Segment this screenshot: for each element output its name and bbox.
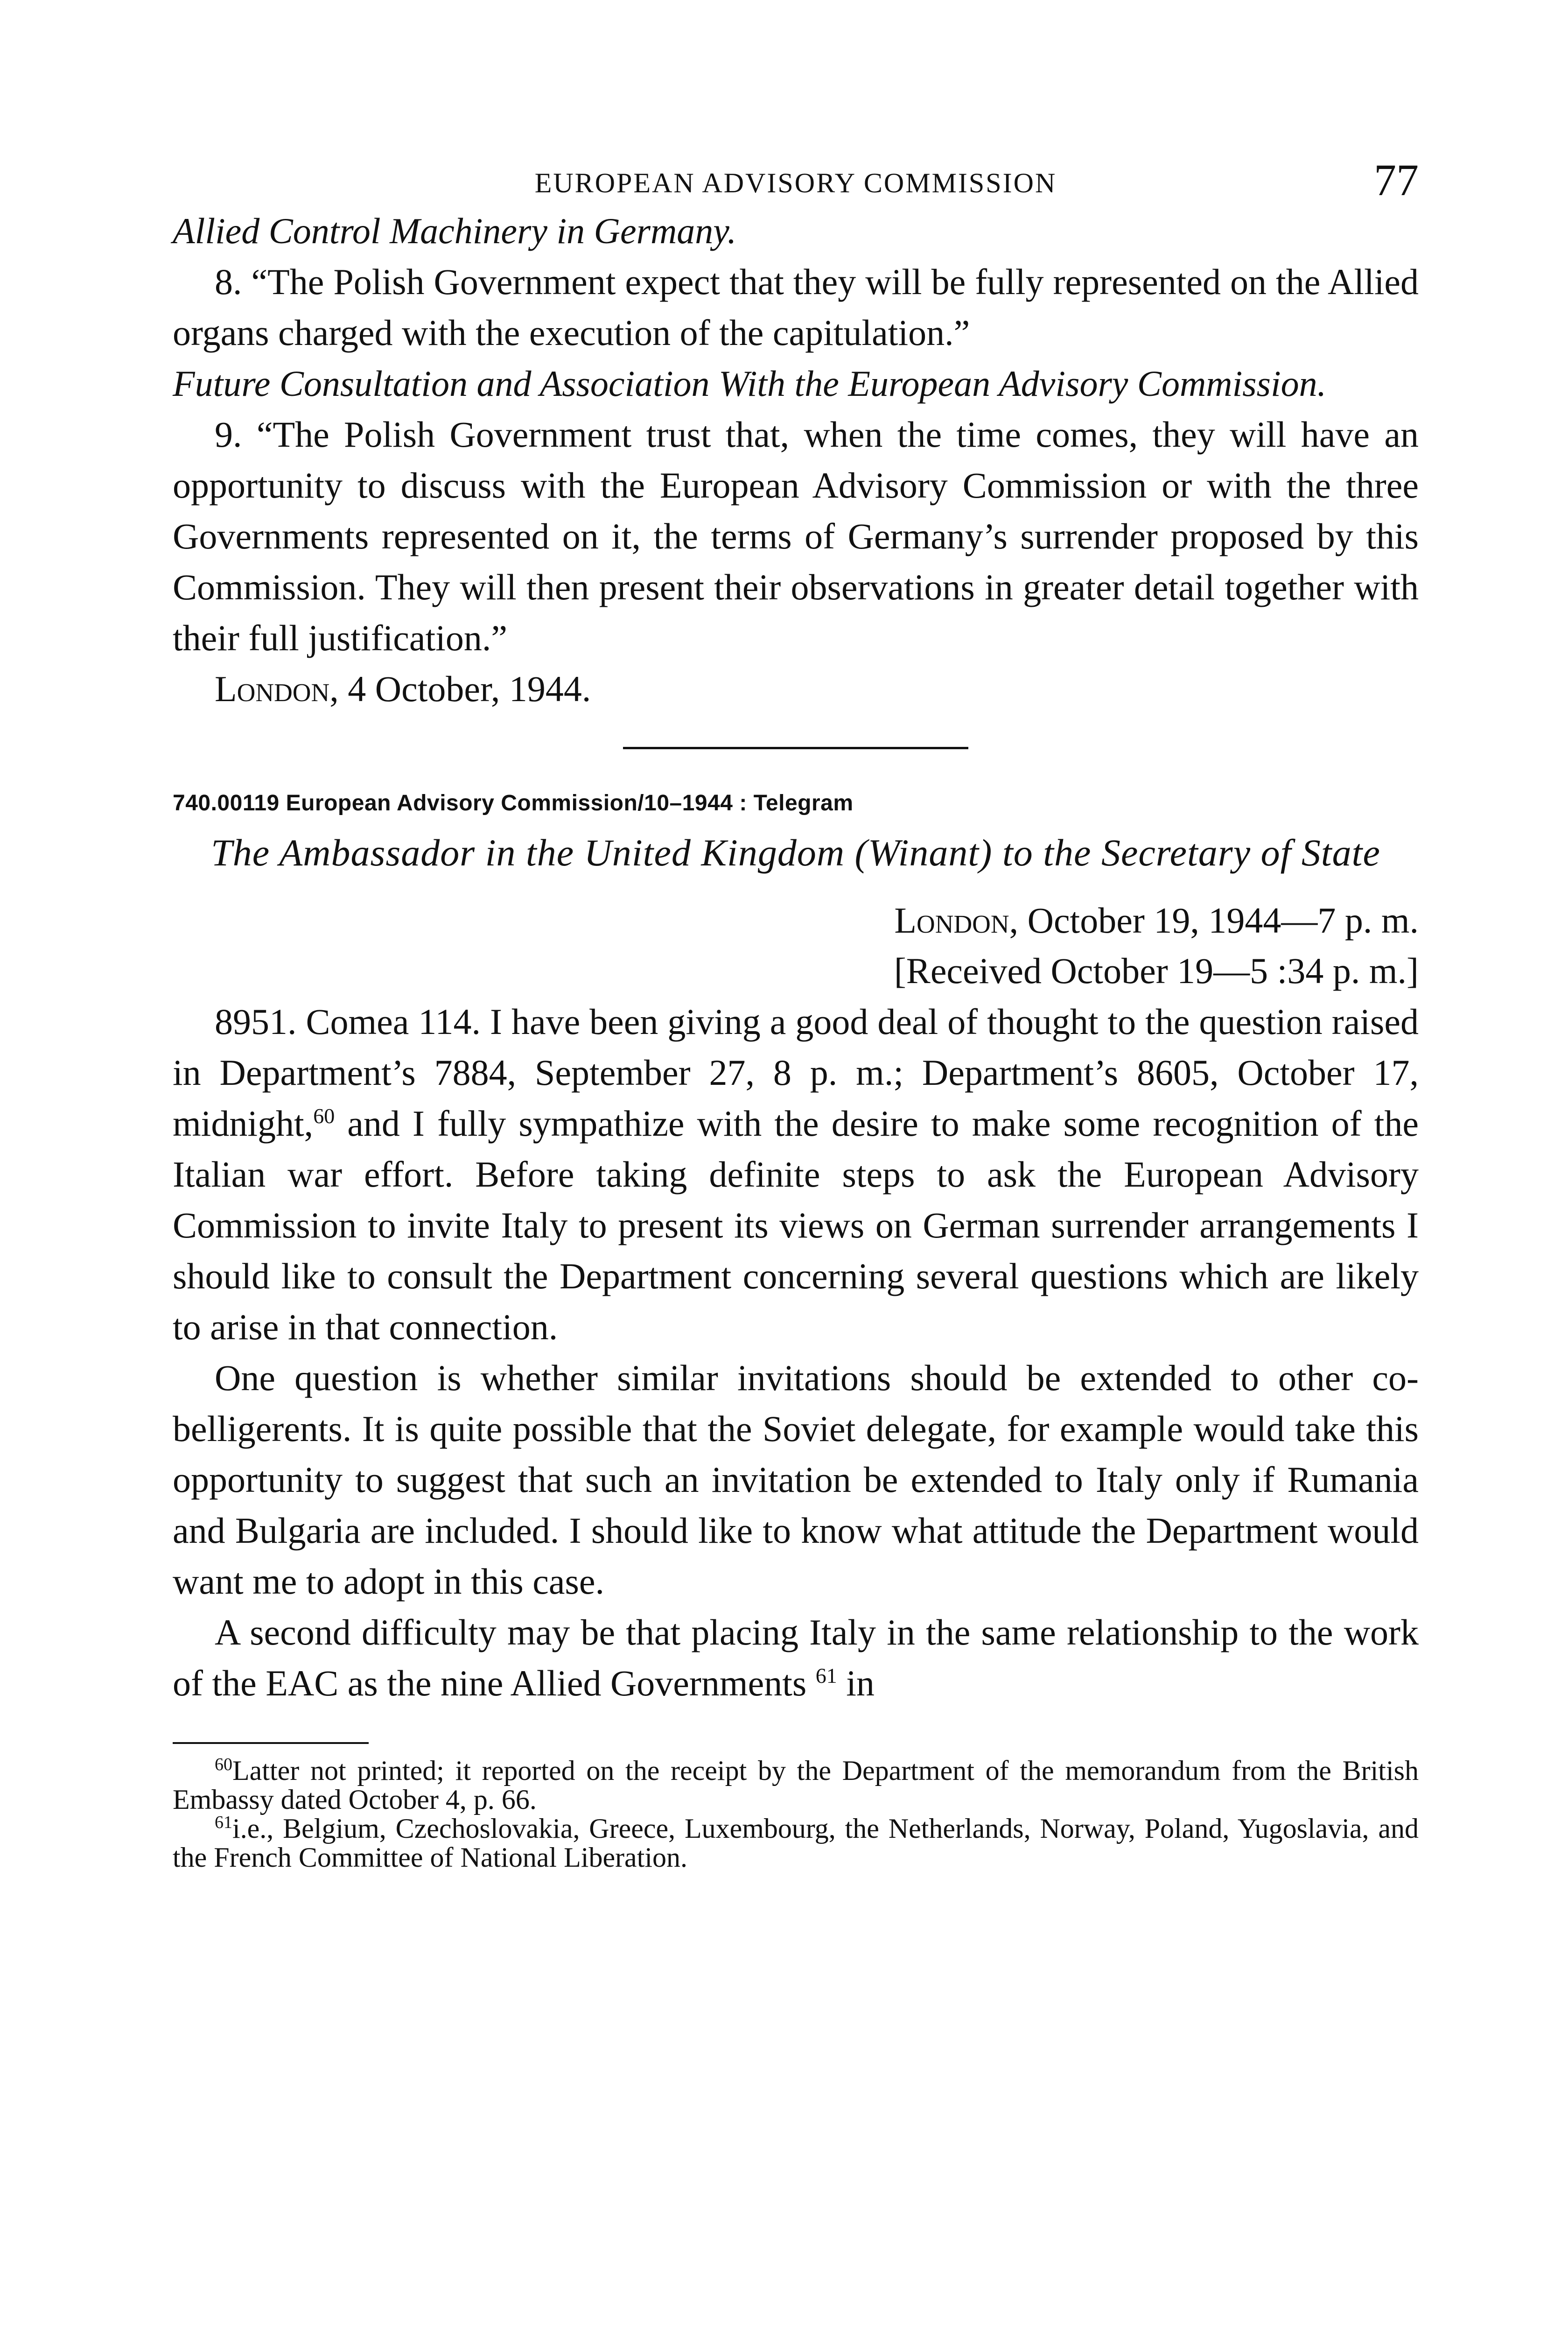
page-number: 77 bbox=[1374, 155, 1419, 205]
footnote-ref-61: 61 bbox=[815, 1664, 837, 1687]
polish-memo-dateline bbox=[173, 663, 1419, 714]
page bbox=[173, 154, 1419, 1872]
footnote-text: Latter not printed; it reported on the receipt by the Department of the memorandum from the British Embassy dated October 4, p. 66. bbox=[173, 1755, 1419, 1815]
telegram-paragraph-1-text-b: and I fully sympathize with the desire to make some recognition of the Italian war effort. Before taking definite steps to ask the European Advisory Commission to invite Italy to present its views on German surrender arrangements I should like to consult the Department concerning several questions which are likely to arise in that connection. bbox=[173, 1103, 1419, 1347]
telegram-paragraph-3-text-a: A second difficulty may be that placing Italy in the same relationship to the work of the EAC as the nine Allied Governments bbox=[173, 1612, 1419, 1703]
paragraph-8: 8. “The Polish Government expect that they will be fully represented on the Allied organs charged with the execution of the capitulation.” bbox=[173, 261, 1419, 353]
footnote-rule bbox=[173, 1742, 369, 1744]
footnote-60 bbox=[173, 1756, 1419, 1814]
dateline-date: , 4 October, 1944. bbox=[329, 668, 591, 709]
received-line: [Received October 19—5 :34 p. m.] bbox=[894, 950, 1419, 991]
footnote-number: 60 bbox=[215, 1755, 232, 1774]
section-heading-allied-control: Allied Control Machinery in Germany. bbox=[173, 211, 737, 251]
telegram-dateline-city: London bbox=[894, 900, 1009, 941]
telegram-paragraph-3 bbox=[173, 1607, 1419, 1708]
footnote-text: i.e., Belgium, Czechoslovakia, Greece, Luxembourg, the Netherlands, Norway, Poland, Yugoslavia, and the French Committee of National Liberation. bbox=[173, 1813, 1419, 1873]
telegram-paragraph-1-text-a: 8951. Comea 114. I have been giving a good deal of thought to the question raised in Department’s 7884, September 27, 8 p. m.; Department’s 8605, October 17, midnight, bbox=[173, 1001, 1419, 1144]
section-heading-future-consultation: Future Consultation and Association With the European Advisory Commission. bbox=[173, 363, 1327, 404]
dateline-city: London bbox=[215, 668, 330, 709]
telegram-dateline bbox=[173, 895, 1419, 946]
section-divider-rule bbox=[623, 747, 968, 749]
document-title: The Ambassador in the United Kingdom (Winant) to the Secretary of State bbox=[211, 831, 1380, 874]
telegram-paragraph-1 bbox=[173, 996, 1419, 1352]
footnote-ref-60: 60 bbox=[313, 1104, 335, 1128]
file-reference: 740.00119 European Advisory Commission/10–1944 : Telegram bbox=[173, 791, 854, 815]
running-head bbox=[173, 154, 1419, 205]
telegram-paragraph-3-text-b: in bbox=[837, 1663, 875, 1703]
footnote-61 bbox=[173, 1814, 1419, 1872]
telegram-paragraph-2: One question is whether similar invitations should be extended to other co-belligerents. It is quite possible that the Soviet delegate, for example would take this opportunity to suggest that such an invitation be extended to Italy only if Rumania and Bulgaria are included. I should like to know what attitude the Department would want me to adopt in this case. bbox=[173, 1357, 1419, 1602]
running-head-title: EUROPEAN ADVISORY COMMISSION bbox=[534, 168, 1057, 198]
footnote-number: 61 bbox=[215, 1813, 232, 1832]
paragraph-9: 9. “The Polish Government trust that, when the time comes, they will have an opportunity to discuss with the European Advisory Commission or with the three Governments represented on it, the terms of Germany’s surrender proposed by this Commission. They will then present their observations in greater detail together with their full justification.” bbox=[173, 414, 1419, 658]
telegram-dateline-date: , October 19, 1944—7 p. m. bbox=[1009, 900, 1419, 941]
